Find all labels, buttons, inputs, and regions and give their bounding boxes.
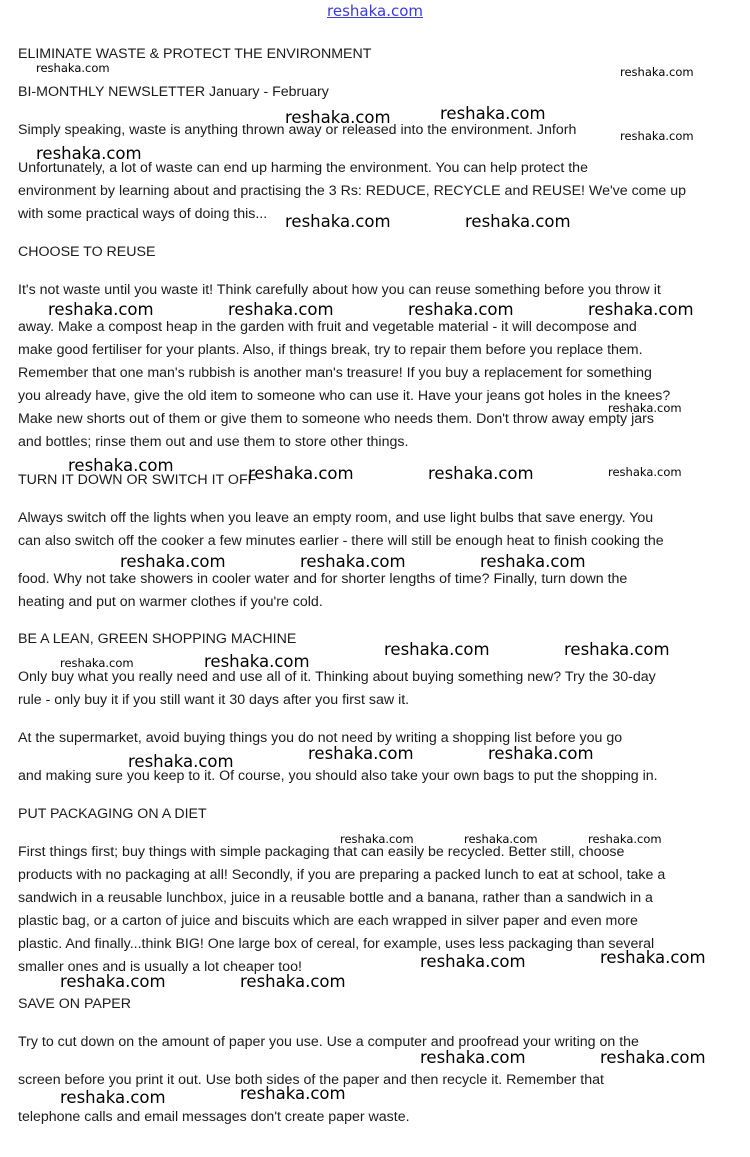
paper-line: Try to cut down on the amount of paper you use. Use a computer and proofread your writing on the (18, 1034, 639, 1050)
watermark-text: reshaka.com (204, 652, 310, 671)
reuse-line: away. Make a compost heap in the garden with fruit and vegetable material - it will decompose and (18, 319, 637, 335)
reuse-line: Remember that one man's rubbish is another man's treasure! If you buy a replacement for something (18, 365, 652, 381)
watermark-text: reshaka.com (384, 640, 490, 659)
reuse-line: It's not waste until you waste it! Think carefully about how you can reuse something before you throw it (18, 282, 661, 298)
newsletter-subtitle: BI-MONTHLY NEWSLETTER January - February (18, 84, 329, 100)
watermark-text: reshaka.com (60, 972, 166, 991)
intro-line: with some practical ways of doing this... (18, 206, 268, 222)
watermark-text: reshaka.com (285, 212, 391, 231)
watermark-text: reshaka.com (128, 752, 234, 771)
paper-line: screen before you print it out. Use both sides of the paper and then recycle it. Remember that (18, 1072, 604, 1088)
watermark-text: reshaka.com (420, 952, 526, 971)
packaging-line: products with no packaging at all! Secondly, if you are preparing a packed lunch to eat at school, take a (18, 867, 666, 883)
section-heading-switch-off: TURN IT DOWN OR SWITCH IT OFF (18, 472, 257, 488)
watermark-text: reshaka.com (36, 61, 110, 75)
reuse-line: make good fertiliser for your plants. Also, if things break, try to repair them before you replace them. (18, 342, 643, 358)
watermark-text: reshaka.com (408, 300, 514, 319)
shopping-line: Only buy what you really need and use all of it. Thinking about buying something new? Try the 30-day (18, 669, 656, 685)
watermark-text: reshaka.com (608, 401, 682, 415)
reuse-line: you already have, give the old item to someone who can use it. Have your jeans got holes in the knees? (18, 388, 671, 404)
reuse-line: Make new shorts out of them or give them to someone who needs them. Don't throw away empty jars (18, 411, 654, 427)
watermark-text: reshaka.com (480, 552, 586, 571)
switch-off-line: Always switch off the lights when you leave an empty room, and use light bulbs that save energy. You (18, 510, 654, 526)
switch-off-line: food. Why not take showers in cooler water and for shorter lengths of time? Finally, turn down the (18, 571, 628, 587)
watermark-text: reshaka.com (588, 300, 694, 319)
watermark-text: reshaka.com (68, 456, 174, 475)
packaging-line: sandwich in a reusable lunchbox, juice in a reusable bottle and a banana, rather than a sandwich in a (18, 890, 653, 906)
watermark-text: reshaka.com (48, 300, 154, 319)
packaging-line: First things first; buy things with simple packaging that can easily be recycled. Better still, choose (18, 844, 625, 860)
watermark-text: reshaka.com (240, 972, 346, 991)
watermark-text: reshaka.com (588, 832, 662, 846)
packaging-line: plastic bag, or a carton of juice and biscuits which are each wrapped in silver paper and even more (18, 913, 638, 929)
watermark-text: reshaka.com (308, 744, 414, 763)
watermark-text: reshaka.com (228, 300, 334, 319)
paper-line: telephone calls and email messages don't create paper waste. (18, 1109, 410, 1125)
watermark-text: reshaka.com (608, 465, 682, 479)
newsletter-title: ELIMINATE WASTE & PROTECT THE ENVIRONMENT (18, 46, 372, 62)
watermark-text: reshaka.com (428, 464, 534, 483)
watermark-text: reshaka.com (248, 464, 354, 483)
watermark-text: reshaka.com (120, 552, 226, 571)
section-heading-packaging: PUT PACKAGING ON A DIET (18, 806, 207, 822)
shopping-line: and making sure you keep to it. Of course, you should also take your own bags to put the shopping in. (18, 768, 658, 784)
intro-line: environment by learning about and practising the 3 Rs: REDUCE, RECYCLE and REUSE! We've come up (18, 183, 687, 199)
intro-line: Unfortunately, a lot of waste can end up harming the environment. You can help protect the (18, 160, 588, 176)
section-heading-paper: SAVE ON PAPER (18, 996, 132, 1012)
watermark-text: reshaka.com (488, 744, 594, 763)
watermark-text: reshaka.com (240, 1084, 346, 1103)
watermark-text: reshaka.com (300, 552, 406, 571)
section-heading-reuse: CHOOSE TO REUSE (18, 244, 156, 260)
watermark-text: reshaka.com (465, 212, 571, 231)
switch-off-line: heating and put on warmer clothes if you're cold. (18, 594, 323, 610)
intro-line: Simply speaking, waste is anything thrown away or released into the environment. Jnforh (18, 122, 577, 138)
reuse-line: and bottles; rinse them out and use them to store other things. (18, 434, 409, 450)
section-heading-shopping: BE A LEAN, GREEN SHOPPING MACHINE (18, 631, 297, 647)
watermark-text: reshaka.com (340, 832, 414, 846)
shopping-line: At the supermarket, avoid buying things you do not need by writing a shopping list before you go (18, 730, 623, 746)
watermark-text: reshaka.com (620, 65, 694, 79)
packaging-line: smaller ones and is usually a lot cheaper too! (18, 959, 302, 975)
watermark-text: reshaka.com (36, 144, 142, 163)
watermark-text: reshaka.com (60, 1088, 166, 1107)
watermark-text: reshaka.com (564, 640, 670, 659)
shopping-line: rule - only buy it if you still want it 30 days after you first saw it. (18, 692, 410, 708)
watermark-text: reshaka.com (600, 1048, 706, 1067)
packaging-line: plastic. And finally...think BIG! One large box of cereal, for example, uses less packaging than several (18, 936, 655, 952)
watermark-text: reshaka.com (420, 1048, 526, 1067)
switch-off-line: can also switch off the cooker a few minutes earlier - there will still be enough heat to finish cooking the (18, 533, 664, 549)
watermark-text: reshaka.com (600, 948, 706, 967)
watermark-text: reshaka.com (464, 832, 538, 846)
watermark-text: reshaka.com (60, 656, 134, 670)
watermark-text: reshaka.com (620, 129, 694, 143)
watermark-text: reshaka.com (440, 104, 546, 123)
watermark-text: reshaka.com (285, 108, 391, 127)
header-link[interactable]: reshaka.com (327, 2, 423, 20)
